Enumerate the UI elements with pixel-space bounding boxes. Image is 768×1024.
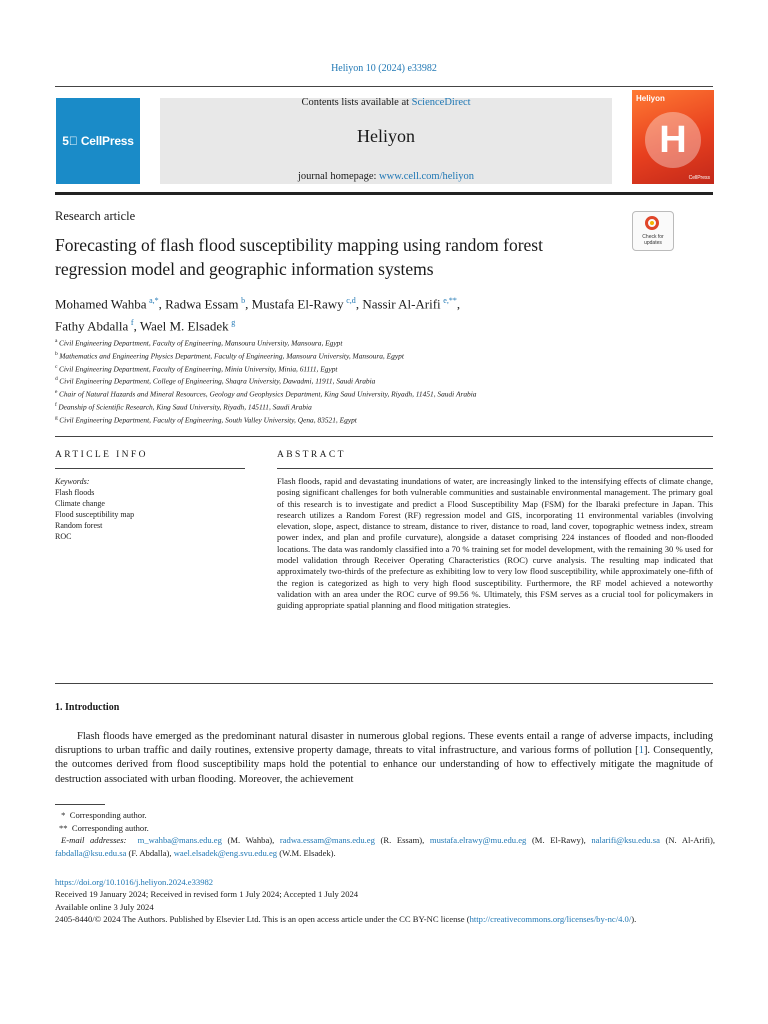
abstract-heading: ABSTRACT [277, 450, 346, 460]
journal-citation[interactable] [0, 63, 768, 74]
author-name: Radwa Essam [165, 296, 239, 312]
check-for-updates-text [633, 234, 673, 246]
doi-link[interactable]: https://doi.org/10.1016/j.heliyon.2024.e33982 [55, 877, 214, 887]
author-name: Fathy Abdalla [55, 318, 129, 334]
keyword-item: Random forest [55, 521, 103, 530]
author-name: Mohamed Wahba [55, 296, 147, 312]
affiliation-item: $^d$ Civil Engineering Department, College of Engineering, Shaqra University, Dawadmi, 11911, Saudi Arabia [55, 376, 376, 386]
publication-info [55, 876, 715, 925]
license-statement: 2405-8440/© 2024 The Authors. Published by Elsevier Ltd. This is an open access article under the CC BY-NC license (http://creativecommons.org/licenses/by-nc/4.0/). [55, 913, 637, 924]
introduction-heading: 1. Introduction [55, 702, 120, 713]
footnote-rule [55, 804, 105, 805]
email-link[interactable]: fabdalla@ksu.edu.sa [55, 847, 127, 858]
keyword-item: Flash floods [55, 488, 95, 497]
email-link[interactable]: radwa.essam@mans.edu.eg [279, 835, 375, 845]
article-type: Research article [55, 209, 136, 223]
cover-letter-h: H [645, 112, 701, 168]
affiliation-list [55, 336, 715, 425]
author-affiliation-link[interactable]: g [231, 318, 236, 328]
cover-footer: CellPress [688, 175, 710, 181]
corresponding-author-note: ** Corresponding author. [59, 822, 149, 833]
header-top-rule [55, 86, 713, 87]
check-line-2: updates [644, 240, 662, 246]
email-link[interactable]: m_wahba@mans.edu.eg [137, 835, 222, 845]
cellpress-logo-text: 5⃝ CellPress [62, 134, 134, 148]
email-link[interactable]: wael.elsadek@eng.svu.edu.eg [173, 847, 278, 858]
available-online: Available online 3 July 2024 [55, 901, 154, 912]
affiliation-item: $^e$ Chair of Natural Hazards and Mineral Resources, Geology and Geophysics Department, King Saud University, Riyadh, 11451, Saudi Arabia [55, 389, 477, 399]
journal-homepage [160, 171, 612, 182]
email-addresses: E-mail addresses: m_wahba@mans.edu.eg (M. Wahba), radwa.essam@mans.edu.eg (R. Essam), mustafa.elrawy@mu.edu.eg (M. El-Rawy), nalarifi@ksu.edu.sa (N. Al-Arifi), fabdalla@ksu.edu.sa (F. Abdalla), wael.elsadek@eng.svu.edu.eg (W.M. Elsadek). [55, 835, 716, 858]
crossmark-icon [645, 216, 659, 230]
keywords-label: Keywords: [55, 477, 90, 486]
section-divider [55, 436, 713, 437]
received-dates: Received 19 January 2024; Received in revised form 1 July 2024; Accepted 1 July 2024 [55, 889, 359, 900]
affiliation-item: $^c$ Civil Engineering Department, Faculty of Engineering, Minia University, Minia, 61111, Egypt [55, 363, 338, 373]
author-affiliation-link[interactable]: b [241, 296, 246, 305]
email-link[interactable]: nalarifi@ksu.edu.sa [591, 835, 660, 845]
affiliation-item: $^b$ Mathematics and Engineering Physics Department, Faculty of Engineering, Mansoura University, Mansoura, Egypt [55, 350, 404, 361]
author-affiliation-link[interactable]: a,* [149, 296, 159, 305]
author-list: Mohamed Wahba $^{a,*}$, Radwa Essam $^b$, Mustafa El-Rawy $^{c,d}$, Nassir Al-Arifi $^{e,**}$, Fathy Abdalla $^f$, Wael M. Elsadek $^g$ [55, 296, 461, 334]
license-link[interactable]: http://creativecommons.org/licenses/by-nc/4.0/ [469, 913, 632, 924]
check-line-1: Check for [642, 234, 664, 240]
reference-link[interactable]: 1 [638, 745, 644, 757]
homepage-link[interactable]: www.cell.com/heliyon [379, 171, 475, 182]
keyword-item: Flood susceptibility map [55, 510, 135, 519]
article-title: Forecasting of flash flood susceptibility mapping using random forest regression model and geographic information systems [55, 235, 543, 279]
email-link[interactable]: mustafa.elrawy@mu.edu.eg [429, 835, 527, 845]
sciencedirect-link[interactable]: ScienceDirect [411, 97, 471, 108]
footnotes [55, 809, 715, 859]
section-divider [55, 683, 713, 684]
keywords-block [55, 476, 245, 542]
abstract-rule [277, 468, 713, 469]
homepage-prefix: journal homepage: [297, 171, 380, 182]
introduction-paragraph: Flash floods have emerged as the predominant natural disaster in numerous global regions. These events entail a range of adverse impacts, including disruptions to urban traffic and daily routines, extensive property damage, threats to vital infrastructure, and various forms of pollution [1]. Consequently, the outcomes derived from flood susceptibility maps hold the potential to enhance our understanding of how to effectively mitigate the magnitude of destruction associated with urban flooding. Moreover, the achievement [55, 731, 713, 785]
affiliation-item: $^a$ Civil Engineering Department, Faculty of Engineering, Mansoura University, Mansoura, Egypt [55, 338, 343, 348]
article-info-heading: ARTICLE INFO [55, 450, 148, 460]
affiliation-item: $^g$ Civil Engineering Department, Faculty of Engineering, South Valley University, Qena, 83521, Egypt [55, 414, 357, 425]
abstract-text: Flash floods, rapid and devastating inundations of water, are increasingly linked to the intensifying effects of climate change, posing significant challenges for both vulnerable communities and sustainable environmental management. The primary goal of this research is to investigate and predict a Flood Susceptibility Map (FSM) for the Ibaraki prefecture in Japan. This research utilizes a Random Forest (RF) regression model and GIS, incorporating 11 environmental variables (involving elevation, slope, aspect, distance to stream, distance to river, distance to road, land cover, topographic wetness index, stream power index, and plan and profile curvature), alongside a dataset comprising 224 instances of flooded and non-flooded locations. The data was randomly classified into a 70 % training set for model development, with the remaining 30 % used for model validation through Receiver Operating Characteristics (ROC) curve analysis. The resulting map indicated that approximately two-thirds of the prefecture as exhibiting low to very low flood susceptibility, while approximately one-fifth of the region is categorized as high to very high flood susceptibility. Furthermore, the RF model achieved a noteworthy validation with an area under the ROC curve of 99.56 %. Ultimately, this FSM serves as a crucial tool for policymakers in guiding appropriate spatial planning and flood mitigation strategies. [277, 476, 713, 611]
check-for-updates-badge[interactable] [632, 211, 674, 251]
author-name: Nassir Al-Arifi [362, 296, 441, 312]
author-affiliation-link[interactable]: e,** [443, 296, 457, 305]
contents-line [160, 97, 612, 108]
header-bottom-rule [55, 192, 713, 195]
keyword-item: Climate change [55, 499, 105, 508]
author-name: Mustafa El-Rawy [251, 296, 344, 312]
contents-prefix: Contents lists available at [301, 97, 412, 108]
affiliation-item: $^f$ Deanship of Scientific Research, King Saud University, Riyadh, 145111, Saudi Arabia [55, 401, 312, 412]
keyword-item: ROC [55, 532, 72, 541]
cellpress-logo [56, 98, 140, 184]
author-affiliation-link[interactable]: f [130, 318, 134, 328]
cover-title: Heliyon [636, 94, 665, 103]
article-info-rule [55, 468, 245, 469]
journal-cover-image[interactable] [632, 90, 714, 184]
author-affiliation-link[interactable]: c,d [346, 296, 356, 305]
citation-link[interactable]: Heliyon 10 (2024) e33982 [331, 63, 437, 74]
author-name: Wael M. Elsadek [139, 318, 229, 334]
journal-name: Heliyon [357, 126, 415, 146]
corresponding-author-note: * Corresponding author. [59, 810, 147, 820]
